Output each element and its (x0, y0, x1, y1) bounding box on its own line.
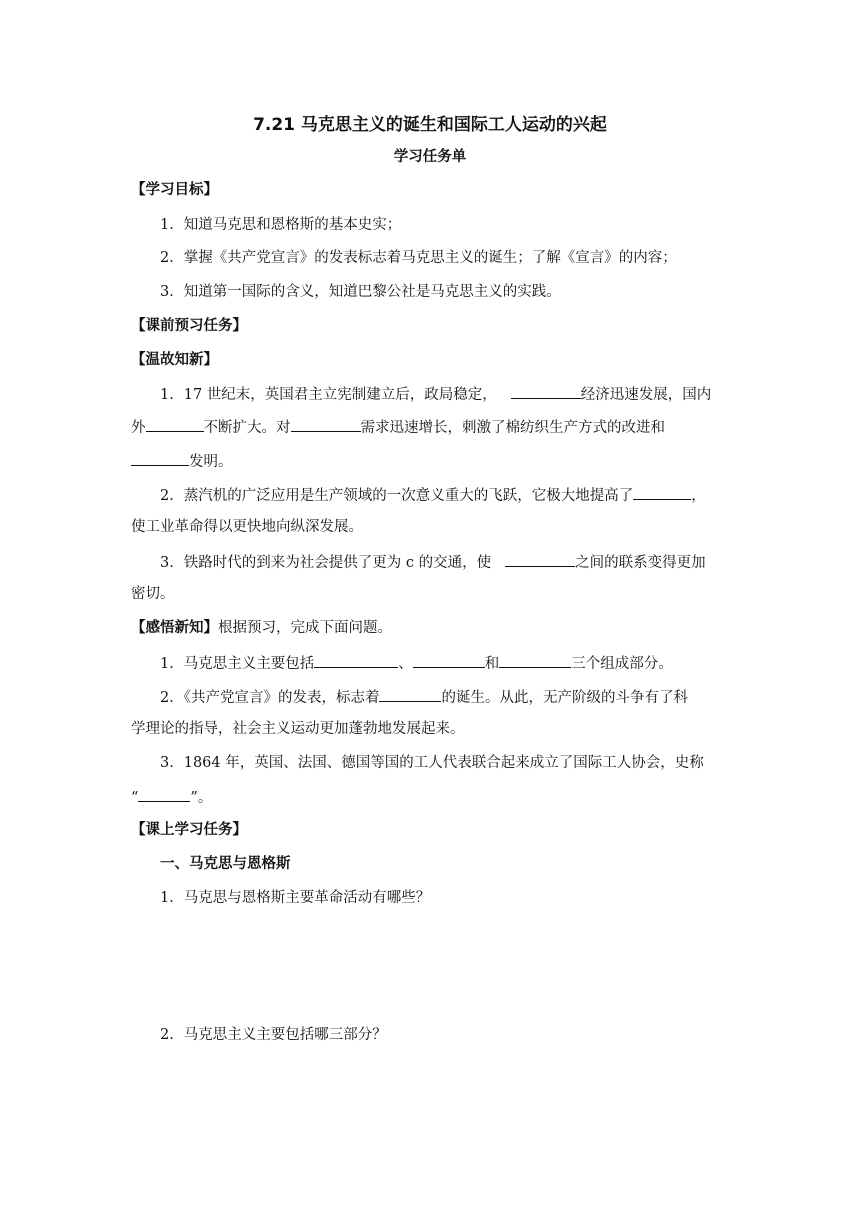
blank-field[interactable] (413, 652, 485, 668)
new-q1-text-d: 三个组成部分。 (571, 656, 673, 672)
blank-field[interactable] (291, 416, 361, 432)
new-knowledge-intro: 根据预习，完成下面问题。 (218, 620, 392, 636)
review-q1-line2 (131, 416, 665, 438)
review-q1-text-d: 不断扩大。对 (203, 420, 291, 436)
review-q3-text-a: 3．铁路时代的到来为社会提供了更为 c 的交通，使 (160, 555, 492, 571)
new-q3-text-a: “ (131, 790, 139, 806)
review-q3-line1 (160, 551, 706, 573)
goal-item-2: 2．掌握《共产党宣言》的发表标志着马克思主义的诞生；了解《宣言》的内容； (160, 250, 677, 266)
review-q2-line1 (160, 484, 706, 506)
goals-heading: 【学习目标】 (131, 182, 218, 198)
class-section-1-heading: 一、马克思与恩格斯 (160, 856, 291, 872)
review-q1-text-c: 外 (131, 420, 146, 436)
blank-field[interactable] (131, 450, 189, 466)
blank-field[interactable] (511, 383, 581, 399)
new-q1-line (160, 652, 673, 674)
blank-field[interactable] (505, 551, 575, 567)
new-knowledge-heading: 【感悟新知】 (131, 620, 218, 636)
new-q3-line1: 3．1864 年，英国、法国、德国等国的工人代表联合起来成立了国际工人协会，史称 (160, 755, 704, 771)
review-q1-text-e: 需求迅速增长，刺激了棉纺织生产方式的改进和 (360, 420, 665, 436)
review-heading: 【温故知新】 (131, 352, 218, 368)
document-title: 7.21 马克思主义的诞生和国际工人运动的兴起 (253, 115, 607, 135)
new-q2-line2: 学理论的指导，社会主义运动更加蓬勃地发展起来。 (131, 721, 465, 737)
new-q1-text-a: 1．马克思主义主要包括 (160, 656, 315, 672)
document-subtitle: 学习任务单 (393, 149, 467, 165)
review-q1-text-b: 经济迅速发展，国内 (580, 387, 712, 403)
preview-heading: 【课前预习任务】 (131, 318, 247, 334)
blank-field[interactable] (314, 652, 398, 668)
new-q1-text-b: 、 (398, 656, 413, 672)
review-q1-line3 (131, 450, 233, 472)
review-q1-line1 (160, 383, 711, 405)
class-q1: 1．马克思与恩格斯主要革命活动有哪些？ (160, 890, 431, 906)
review-q2-line2: 使工业革命得以更快地向纵深发展。 (131, 519, 363, 535)
review-q2-text-b: ， (691, 488, 706, 504)
new-q3-line2 (131, 786, 212, 808)
new-q2-text-b: 的诞生。从此，无产阶级的斗争有了科 (441, 690, 688, 706)
review-q2-text-a: 2．蒸汽机的广泛应用是生产领域的一次意义重大的飞跃，它极大地提高了 (160, 488, 634, 504)
blank-field[interactable] (633, 484, 691, 500)
review-q1-text-f: 发明。 (189, 454, 233, 470)
new-q2-line1 (160, 686, 688, 708)
blank-field[interactable] (499, 652, 571, 668)
review-q3-text-b: 之间的联系变得更加 (575, 555, 706, 571)
goal-item-1: 1．知道马克思和恩格斯的基本史实； (160, 217, 402, 233)
class-q2: 2．马克思主义主要包括哪三部分？ (160, 1027, 387, 1043)
new-q2-text-a: 2．《共产党宣言》的发表，标志着 (160, 690, 380, 706)
class-task-heading: 【课上学习任务】 (131, 822, 247, 838)
review-q3-line2: 密切。 (131, 586, 175, 602)
blank-field[interactable] (138, 786, 190, 802)
goal-item-3: 3．知道第一国际的含义，知道巴黎公社是马克思主义的实践。 (160, 284, 561, 300)
review-q1-text-a: 1．17 世纪末，英国君主立宪制建立后，政局稳定， (160, 387, 497, 403)
new-knowledge-line (131, 618, 392, 638)
new-q3-text-b: ”。 (190, 790, 213, 806)
blank-field[interactable] (146, 416, 204, 432)
new-q1-text-c: 和 (484, 656, 500, 672)
blank-field[interactable] (379, 686, 441, 702)
